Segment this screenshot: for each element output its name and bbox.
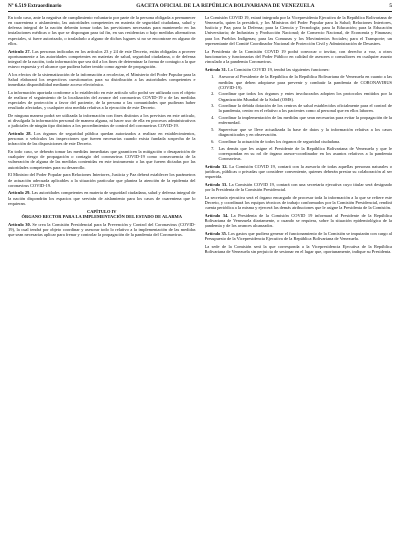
article-text: Los órganos de seguridad pública quedan autorizados a realizar en establecimientos, personas o vehículos las inspecciones que fueren necesarias cuando exista fundada sospecha de la infracción de las disposiciones de este Decreto. xyxy=(8,131,196,147)
paragraph: En todo caso, ante la negativa de cumplimiento voluntario por parte de la persona obligada a permanecer en cuarentena o aislamiento, las autoridades competentes en materia de seguridad ciudadana, salud y defensa integral de la nación deberán tomar todas las previsiones necesarias para mantenerlo en las instalaciones médicas o las que se dispongan para tal fin, en sus residencias o bajo medidas alternativas especiales, si fuere autorizado, o trasladarlo a alguno de dichos lugares si no se encontrare en alguno de ellos. xyxy=(8,15,196,46)
article-label: Artículo 27. xyxy=(8,48,31,54)
list-item: 7. Las demás que les asigne el Presidente de la República Bolivariana de Venezuela y que le correspondan en su rol de órgano asesor-coordinador en los asuntos relativos a la pandemia Coronavirus. xyxy=(216,146,393,161)
issue-number: Nº 6.519 Extraordinario xyxy=(8,3,62,9)
article-text: Las autoridades competentes en materia de seguridad ciudadana, salud y defensa integral de la nación dispondrán los espacios que servirán de aislamiento para los casos de cuarentena que lo requieran. xyxy=(8,190,196,206)
article-text: La Comisión COVID 19, tendrá las siguientes funciones: xyxy=(226,66,330,72)
paragraph: En todo caso, se deberán tomar las medidas inmediatas que garanticen la mitigación o desaparición de cualquier riesgo de propagación o contagio del coronavirus COVID-19 como consecuencia de la vulneración de alguna de las medidas contenidas en este instrumento o las que fueren dictadas por las autoridades competentes para su desarrollo. xyxy=(8,149,196,170)
chapter-heading xyxy=(8,209,196,220)
article-text: Se crea la Comisión Presidencial para la Prevención y Control del Coronavirus (COVID-19), la cual tendrá por objeto coordinar y asesorar todo lo relativo a la implementación de las medidas que sean necesarias aplicar para frenar y controlar la propagación de la pandemia del Coronavirus. xyxy=(8,221,196,237)
article-label: Artículo 30. xyxy=(8,221,31,227)
functions-list xyxy=(205,74,393,161)
list-item: 6. Coordinar la actuación de todos los órganos de seguridad ciudadana. xyxy=(216,139,393,144)
list-item: 5. Supervisar que se lleve actualizada la base de datos y la información relativa a los casos diagnosticados y en observación. xyxy=(216,127,393,137)
chapter-number: CAPÍTULO IV xyxy=(87,208,117,214)
paragraph: El Ministro del Poder Popular para Relaciones Interiores, Justicia y Paz deberá establecer los parámetros de actuación adecuada aplicables a la situación particular que plantea la atención de la epidemia del coronavirus COVID-19. xyxy=(8,172,196,188)
article-33 xyxy=(205,182,393,192)
paragraph: La Presidenta de la Comisión COVID 19 podrá convocar o invitar, con derecho a voz, a otros funcionarios y funcionarias del Poder Público en calidad de asesores o consultores en cualquier asunto vinculado a la pandemia Coronavirus. xyxy=(204,48,392,64)
article-32 xyxy=(205,164,393,179)
article-label: Artículo 31. xyxy=(204,66,227,72)
article-label: Artículo 28. xyxy=(8,131,32,137)
paragraph: La secretaría ejecutiva será el órgano encargado de procesar toda la información a la que se refiere este Decreto, y coordinará los equipos técnicos de trabajo conformados por la Comisión Presidencial, rendirá cuenta periódica a la misma y ejercerá las demás atribuciones que le asigne la Presidenta de la Comisión. xyxy=(204,194,392,211)
article-label: Artículo 29. xyxy=(8,190,31,196)
article-30 xyxy=(8,222,196,237)
page-number: 5 xyxy=(389,3,392,9)
article-text: Las personas indicadas en los artículos 23 y 24 de este Decreto, están obligadas a proveer oportunamente a las autoridades competentes en materias de salud, seguridad ciudadana, o de defensa integral de la nación, toda información que sea útil a los fines de determinar la forma de contagio a la que estuvo expuesta y el alcance que pudiera haber tenido como agente de propagación. xyxy=(8,48,196,69)
article-text: Los gastos que pudiera generar el funcionamiento de la Comisión se imputarán con cargo al Presupuesto de la Vicepresidencia Ejecutiva de la República Bolivariana de Venezuela. xyxy=(204,230,392,242)
article-text: La Presidenta de la Comisión COVID 19 informará al Presidente de la República Bolivariana de Venezuela diariamente, o cuando se requiera, sobre la situación epidemiológica de la pandemia y de los avances alcanzados. xyxy=(204,212,392,229)
article-label: Artículo 35. xyxy=(204,230,227,236)
article-31 xyxy=(205,67,393,72)
article-text: La Comisión COVID 19, contará con una secretaría ejecutiva cuyo titular será designado por la Presidenta de la Comisión Presidencial. xyxy=(204,181,392,193)
left-column xyxy=(8,15,196,553)
paragraph: La sede de la Comisión será la que corresponda a la Vicepresidencia Ejecutiva de la República Bolivariana de Venezuela sin perjuicio de sesionar en el lugar que, oportunamente, indique su Presidenta. xyxy=(204,243,392,254)
article-text: La Comisión COVID 19, contará con la asesoría de todas aquellas personas naturales o jurídicas, públicas o privadas que considere conveniente, quienes deberán prestar su colaboración al ser requerida. xyxy=(204,163,392,180)
list-item: 4. Coordinar la implementación de las medidas que sean necesarias para evitar la propagación de la enfermedad. xyxy=(216,115,393,125)
paragraph: De ninguna manera podrá ser utilizada la información con fines distintos a los previstos en este artículo, ni divulgada la información personal de manera alguna, ni hacer uso de ella en procesos administrativos o judiciales de ningún tipo distintos a los procedimientos de control del coronavirus COVID-19. xyxy=(8,113,196,129)
list-item: 2. Coordinar que todos los órganos y entes involucrados adopten los protocolos emitidos por la Organización Mundial de la Salud (OMS). xyxy=(216,91,393,101)
article-34 xyxy=(205,213,393,228)
article-29 xyxy=(8,190,196,205)
page-header xyxy=(8,3,392,12)
paragraph: La Comisión COVID 19, estará integrada por la Vicepresidenta Ejecutiva de la República Bolivariana de Venezuela, quien la presidirá, y los Ministros del Poder Popular para la Salud; Relaciones Interiores, Justicia y Paz; para la Defensa; para la Ciencia y Tecnología; para la Educación; para la Educación Universitaria; de Industrias y Producción Nacional; de Comercio Nacional, de Economía y Finanzas; para los Pueblos Indígenas; para las Comunas y los Movimientos Sociales; para el Transporte; un representante del Comité Coordinador Nacional de Protección Civil y Administración de Desastres. xyxy=(204,15,392,46)
article-label: Artículo 34. xyxy=(204,212,229,218)
article-28 xyxy=(8,131,196,146)
article-label: Artículo 33. xyxy=(204,181,228,187)
text-columns xyxy=(8,15,392,553)
paragraph: La información aportada conforme a lo establecido en este artículo sólo podrá ser utilizada con el objeto de realizar el seguimiento de la localización del avance del coronavirus COVID-19 o de las medidas especiales de protección a favor del paciente, de la persona o las comunidades que pudieran haber resultado afectadas, y cualquier otra medida relativa a la ejecución de este Decreto. xyxy=(8,89,196,111)
right-column xyxy=(205,15,393,553)
paragraph: A los efectos de la sistematización de la información a recolectar, el Ministerio del Poder Popular para la Salud elaborará los respectivos cuestionarios para su distribución a las autoridades competentes e inmediata disponibilidad mediante acceso electrónico. xyxy=(8,71,196,88)
article-label: Artículo 32. xyxy=(204,163,228,169)
article-35 xyxy=(205,231,393,241)
gazette-title: GACETA OFICIAL DE LA REPÚBLICA BOLIVARIANA DE VENEZUELA xyxy=(136,3,315,9)
article-27 xyxy=(8,49,196,70)
list-item: 1. Asesorar al Presidente de la República de la República Bolivariana de Venezuela en cuanto a las medidas que deben adoptarse para prevenir y combatir la pandemia de CORONAVIRUS (COVID-19). xyxy=(216,74,393,89)
chapter-title: ÓRGANO RECTOR PARA LA IMPLEMENTACIÓN DEL ESTADO DE ALARMA xyxy=(21,214,182,220)
list-item: 3. Coordinar la debida dotación de los centros de salud establecidos oficialmente para el control de la pandemia, centro en el relativo a los pacientes como al personal que en ellos laboren. xyxy=(216,103,393,113)
